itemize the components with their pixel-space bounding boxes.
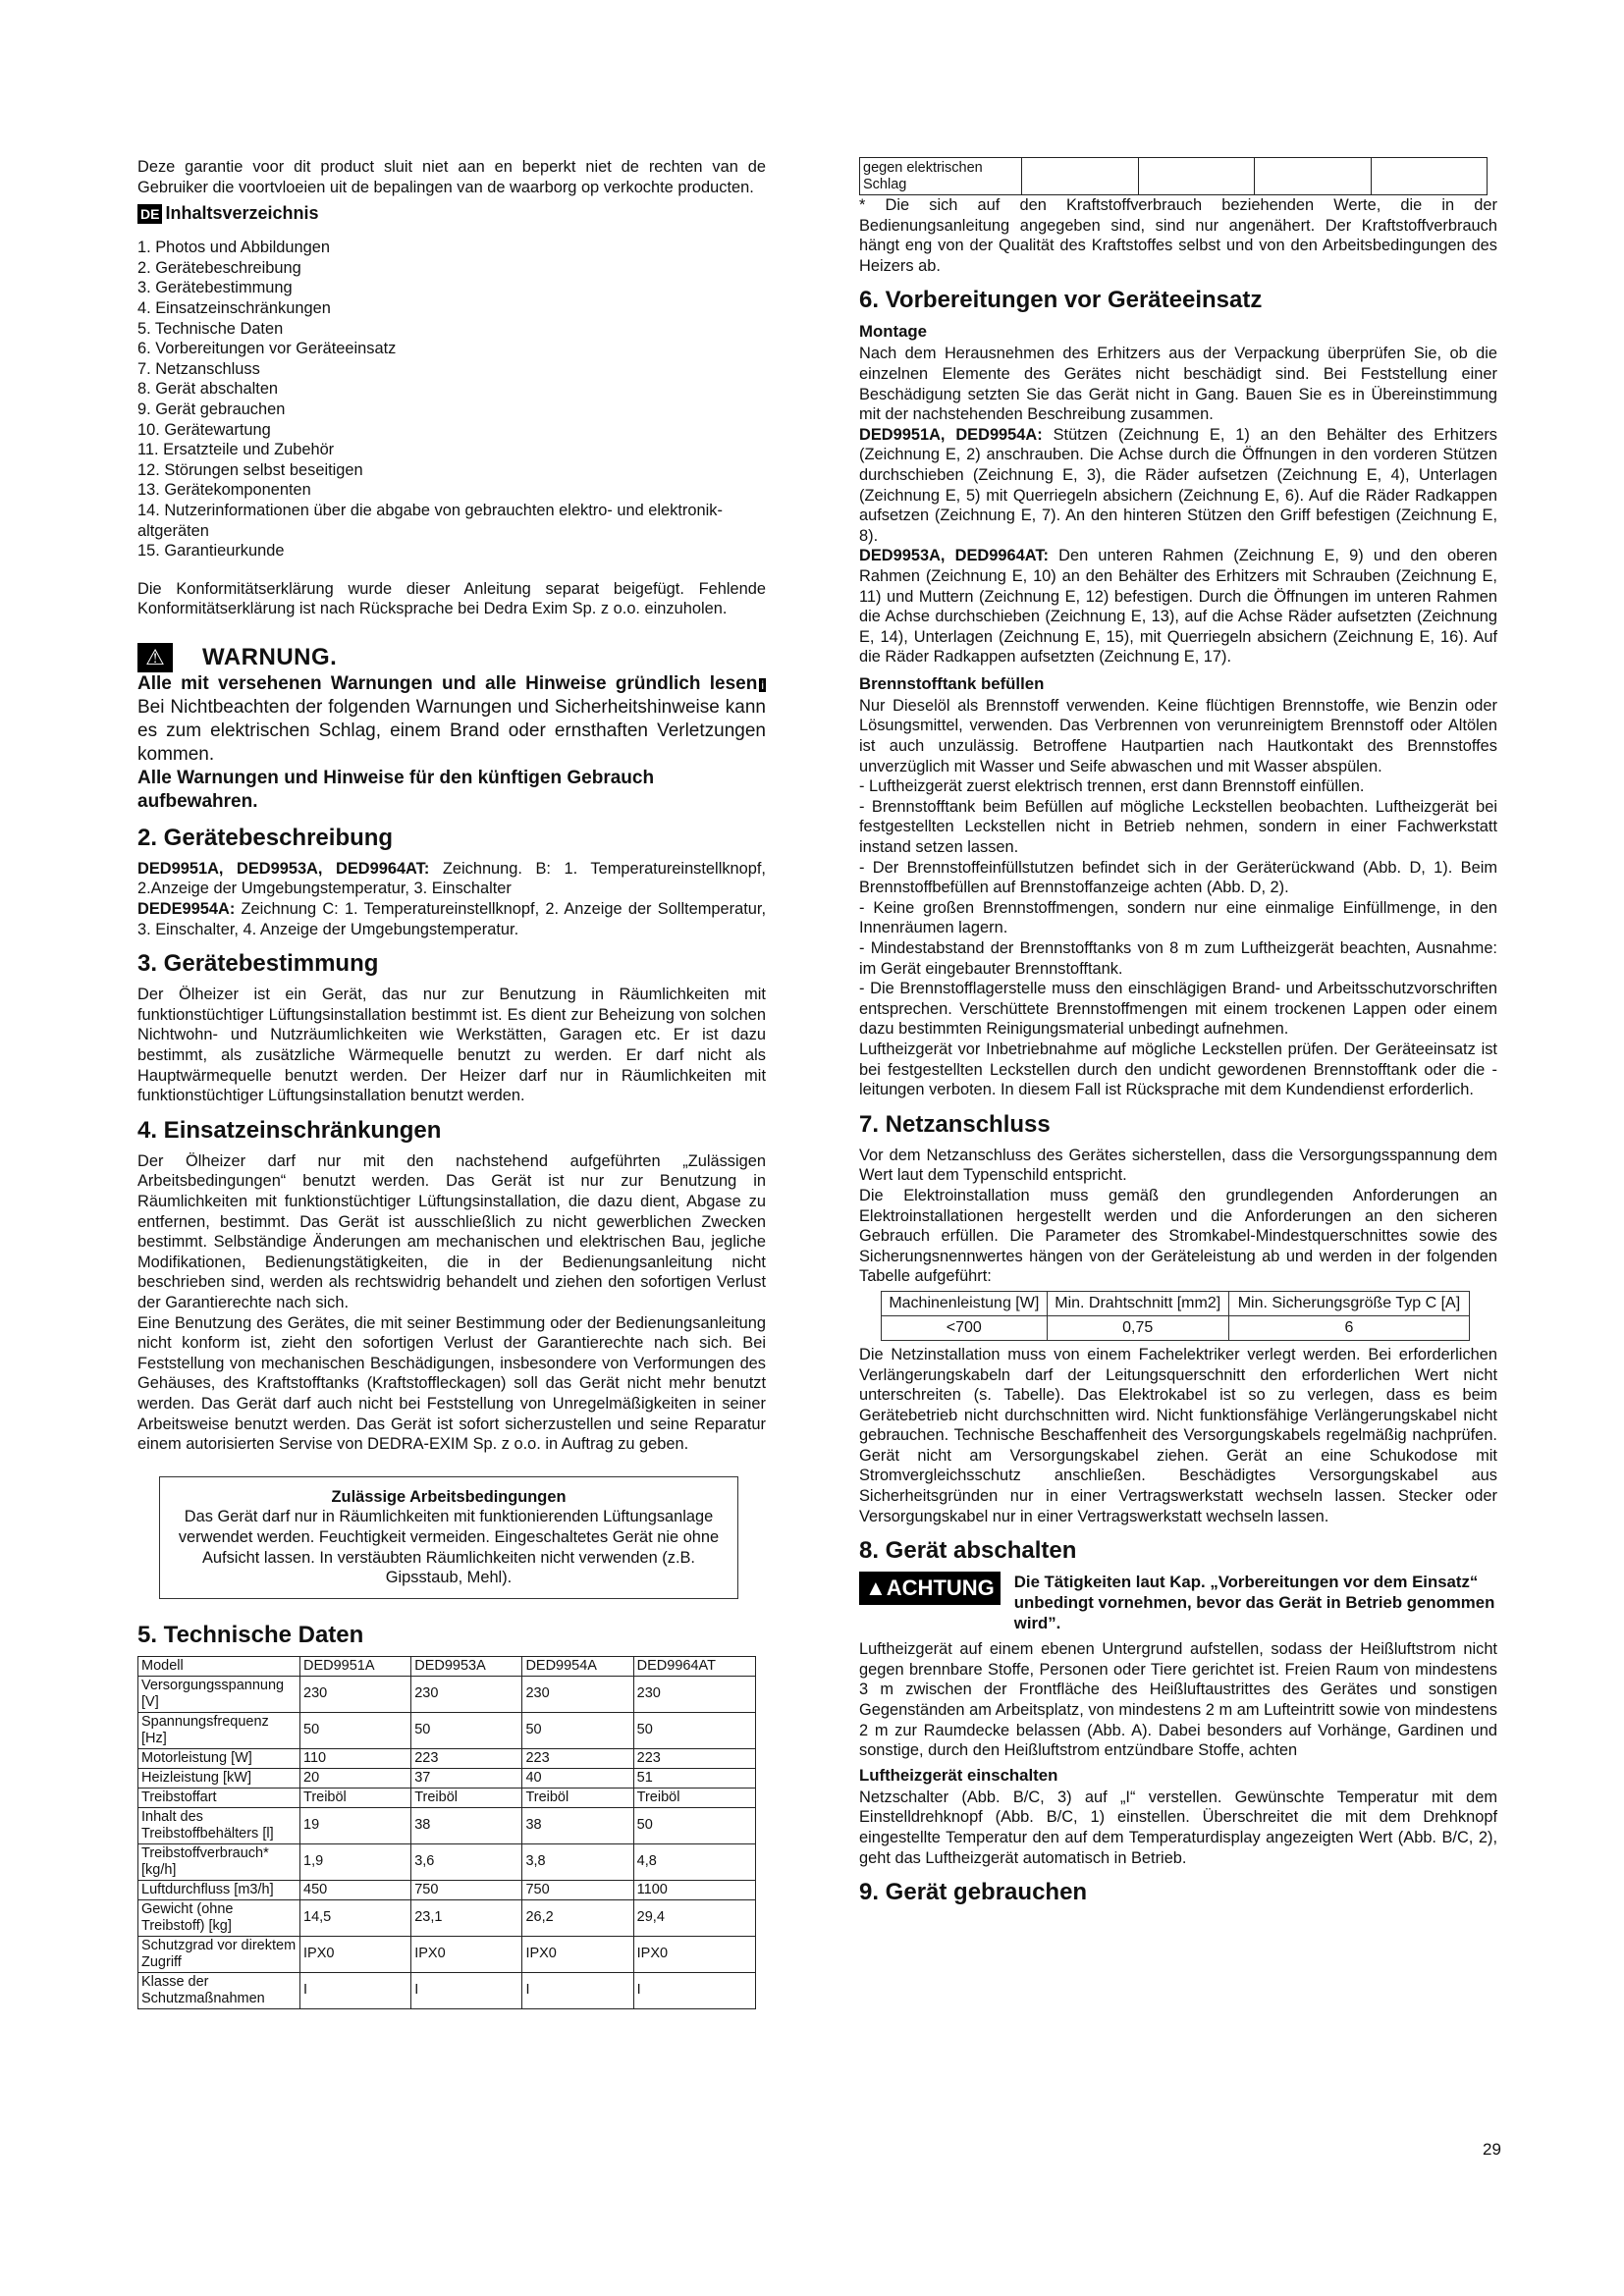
section-2-para-2 [137, 899, 766, 939]
tech-cell: 50 [522, 1712, 633, 1748]
s2-text-2: Zeichnung C: 1. Temperatureinstellknopf, 2. Anzeige der Solltemperatur, 3. Einschalter, 4. Anzeige der Umgebungstemperatur. [137, 900, 766, 938]
net-cell: Machinenleistung [W] [882, 1291, 1048, 1315]
toc-item: 9. Gerät gebrauchen [137, 400, 286, 418]
tech-cell: 230 [633, 1676, 755, 1712]
tank-paragraphs [859, 696, 1497, 1100]
switch-on-subtitle: Luftheizgerät einschalten [859, 1765, 1058, 1785]
tech-cell: 450 [300, 1880, 411, 1899]
table-row [138, 1972, 756, 2008]
tech-cell: 19 [300, 1807, 411, 1843]
warning-bold: Alle mit versehenen Warnungen und alle Hinweise gründlich lesen [137, 672, 758, 694]
tech-cell: DED9954A [522, 1656, 633, 1676]
tech-cell: Treibstoffverbrauch* [kg/h] [138, 1843, 300, 1880]
tech-cell: 51 [633, 1768, 755, 1788]
montage-subtitle: Montage [859, 322, 927, 342]
tech-cell [1022, 158, 1139, 195]
achtung-text: Die Tätigkeiten laut Kap. „Vorbereitungen vor dem Einsatz“ unbedingt vornehmen, bevor das Gerät in Betrieb genommen wird”. [1013, 1573, 1495, 1633]
tech-cell: 4,8 [633, 1843, 755, 1880]
s2-models-1: DED9951A, DED9953A, DED9964AT: [137, 859, 430, 878]
tank-paragraph: - Der Brennstoffeinfüllstutzen befindet sich in der Geräterückwand (Abb. D, 1). Beim Brennstoffbefüllen auf Brennstoffanzeige achten (Abb. D, 2). [859, 858, 1497, 897]
net-cell: 0,75 [1047, 1315, 1228, 1340]
achtung-block [859, 1572, 1497, 1633]
tech-cell: Spannungsfrequenz [Hz] [138, 1712, 300, 1748]
tech-cell: 223 [633, 1748, 755, 1768]
warning-keep: Alle Warnungen und Hinweise für den künftigen Gebrauch aufbewahren. [137, 767, 655, 812]
section-4-text-1: Der Ölheizer darf nur mit den nachstehend aufgeführten „Zulässigen Arbeitsbedingungen“ benutzt werden. Das Gerät ist nur zur Benutzung in Räumlichkeiten mit funktionstüchtiger Lüftungsinstallation, die dazu dient, Abgase zu entfernen, bestimmt. Das Gerät ist ausschließlich zu nicht gewerblichen Zwecken bestimmt. Selbständige Änderungen am mechanischen und elektrischen Bau, jegliche Modifikationen, Bedienungstätigkeiten, die in der Bedienungsanleitung nicht beschrieben sind, werden als rechtswidrig behandelt und ziehen den sofortigen Verlust der Garantierechte nach sich. [137, 1151, 766, 1311]
section-2-title: 2. Gerätebeschreibung [137, 824, 394, 851]
fuel-footnote: * Die sich auf den Kraftstoffverbrauch beziehenden Werte, die in der Bedienungsanleitung angegeben sind, sind nur angenähert. Der Kraftstoffverbrauch hängt eng von der Qualität des Kraftstoffes selbst und von den Arbeitsbedingungen des Heizers ab. [859, 196, 1497, 275]
tech-cell: 223 [411, 1748, 522, 1768]
tech-cell: IPX0 [411, 1936, 522, 1972]
conformity-note: Die Konformitätserklärung wurde dieser Anleitung separat beigefügt. Fehlende Konformitätserklärung ist nach Rücksprache bei Dedra Exim Sp. z o.o. einzuholen. [137, 579, 766, 618]
tank-paragraph: - Luftheizgerät zuerst elektrisch trennen, erst dann Brennstoff einfüllen. [859, 777, 1365, 796]
tech-cell: 50 [633, 1712, 755, 1748]
warning-text [137, 672, 766, 767]
tank-paragraph: Nur Dieselöl als Brennstoff verwenden. Keine flüchtigen Brennstoffe, wie Benzin oder Lösungsmittel, verwenden. Das Verbrennen von verunreinigtem Brennstoff oder Altölen ist auch unzulässig. Betroffene Hautpartien nach Hautkontakt des Brennstoffes unverzüglich mit Wasser und Seife abwaschen und mit Wasser abspülen. [859, 696, 1497, 775]
tank-paragraph: - Die Brennstofflagerstelle muss den einschlägigen Brand- und Arbeitsschutzvorschriften entsprechen. Verschüttete Brennstoffmengen mit einem trockenen Lappen oder einem dazu bestimmten Reinigungsmaterial unbedingt aufnehmen. [859, 980, 1497, 1039]
tech-cell: 230 [522, 1676, 633, 1712]
tech-cell: 38 [411, 1807, 522, 1843]
achtung-triangle-icon: ▲ [865, 1575, 887, 1601]
section-6-para-2 [859, 425, 1497, 547]
tech-table-continuation [859, 157, 1488, 195]
allowed-conditions-box [159, 1476, 738, 1599]
tech-cell: I [411, 1972, 522, 2008]
toc-item: 6. Vorbereitungen vor Geräteeinsatz [137, 340, 397, 358]
section-8-title: 8. Gerät abschalten [859, 1537, 1077, 1565]
tank-subtitle: Brennstofftank befüllen [859, 673, 1045, 693]
tech-cell [1138, 158, 1255, 195]
s6-text-3: Den unteren Rahmen (Zeichnung E, 9) und den oberen Rahmen (Zeichnung E, 10) an den Behälter des Erhitzers mit Schrauben (Zeichnung E, 11) und Muttern (Zeichnung E, 12) befestigen. Durch die Öffnungen im unteren Rahmen die Achse durchschieben (Zeichnung E, 13), auf die Achse Räder aufsetzten (Zeichnung E, 14), Unterlagen (Zeichnung E, 15), mit Querriegeln absichern (Zeichnung E, 16). Auf die Räder Radkappen aufsetzten (Zeichnung E, 17). [859, 547, 1497, 667]
table-row [882, 1315, 1470, 1340]
tech-cell: Treiböl [300, 1788, 411, 1807]
tech-data-table [137, 1656, 756, 2009]
tech-cell: 38 [522, 1807, 633, 1843]
tech-cell: DED9953A [411, 1656, 522, 1676]
tech-cell: IPX0 [300, 1936, 411, 1972]
warranty-intro: Deze garantie voor dit product sluit niet aan en beperkt niet de rechten van de Gebruiker die voortvloeien uit de bepalingen van de waarborg op verkochte producten. [137, 158, 766, 196]
section-8-text-2: Netzschalter (Abb. B/C, 3) auf „I“ verstellen. Gewünschte Temperatur mit dem Einstelldrehknopf (Abb. B/C, 1) einstellen. Überschreitet die mit dem Drehknopf eingestellte Temperatur den auf dem Temperaturdisplay angezeigten Wert (Abb. B/C, 2), geht das Luftheizgerät automatisch in Betrieb. [859, 1788, 1497, 1867]
section-8-text-1: Luftheizgerät auf einem ebenen Untergrund aufstellen, sodass der Heißluftstrom nicht gegen brennbare Stoffe, Personen oder Tiere gerichtet ist. Freien Raum von mindestens 3 m zwischen der Frontfläche des Heißluftaustrittes des Gerätes und sonstigen Gegenständen am Arbeitsplatz, von mindestens 2 m am Lufteintritt sowie von mindestens 2 m zur Raumdecke belassen (Abb. A). Dabei besonders auf Vorhänge, Gardinen und sonstige, durch den Heißluftstrom entzündbare Stoffe, achten [859, 1640, 1497, 1760]
toc-item: 14. Nutzerinformationen über die abgabe von gebrauchten elektro- und elektronik-altgeräten [137, 501, 723, 540]
toc-item: 3. Gerätebestimmung [137, 279, 293, 297]
tech-cell: IPX0 [633, 1936, 755, 1972]
warning-line [137, 643, 766, 672]
table-row [138, 1899, 756, 1936]
tech-cell: Schutzgrad vor direktem Zugriff [138, 1936, 300, 1972]
tech-cell: Treibstoffart [138, 1788, 300, 1807]
tech-cell: gegen elektrischen Schlag [860, 158, 1022, 195]
tech-cell: 230 [300, 1676, 411, 1712]
tech-cell: 750 [411, 1880, 522, 1899]
section-3-title: 3. Gerätebestimmung [137, 950, 379, 978]
tech-cell: Gewicht (ohne Treibstoff) [kg] [138, 1899, 300, 1936]
table-row [882, 1291, 1470, 1315]
tech-cell: DED9964AT [633, 1656, 755, 1676]
s6-models-2: DED9953A, DED9964AT: [859, 547, 1049, 565]
table-row [138, 1880, 756, 1899]
table-row [860, 158, 1488, 195]
tech-cell: 29,4 [633, 1899, 755, 1936]
tech-cell: 50 [411, 1712, 522, 1748]
toc-item: 1. Photos und Abbildungen [137, 239, 330, 257]
net-cell: <700 [882, 1315, 1048, 1340]
table-row [138, 1936, 756, 1972]
tech-cell: Treiböl [633, 1788, 755, 1807]
tech-cell: I [633, 1972, 755, 2008]
table-row [138, 1768, 756, 1788]
tank-paragraph: Luftheizgerät vor Inbetriebnahme auf mögliche Leckstellen prüfen. Der Geräteeinsatz ist bei festgestellten Leckstellen durch den undicht gewordenen Brennstofftank oder die -leitungen verboten. In diesem Fall ist Rücksprache mit dem Kundendienst erforderlich. [859, 1040, 1497, 1099]
s2-text-1: Zeichnung. B: 1. Temperatureinstellknopf, 2.Anzeige der Umgebungstemperatur, 3. Einschalter [137, 859, 766, 898]
section-5-title: 5. Technische Daten [137, 1621, 364, 1648]
tech-cell: 50 [633, 1807, 755, 1843]
tank-paragraph: - Brennstofftank beim Befüllen auf mögliche Leckstellen beobachten. Luftheizgerät bei festgestellten Leckstellen nicht in Betrieb nehmen, sondern in einer Fachwerkstatt instand setzen lassen. [859, 797, 1497, 857]
net-cell: Min. Sicherungsgröße Typ C [A] [1228, 1291, 1469, 1315]
tech-cell: Luftdurchfluss [m3/h] [138, 1880, 300, 1899]
toc-item: 15. Garantieurkunde [137, 542, 285, 561]
net-cell: Min. Drahtschnitt [mm2] [1047, 1291, 1228, 1315]
section-6-para-3 [859, 546, 1497, 667]
tech-cell: 230 [411, 1676, 522, 1712]
network-table [881, 1291, 1470, 1341]
tech-cell: IPX0 [522, 1936, 633, 1972]
tech-cell: 1100 [633, 1880, 755, 1899]
section-4-text-2: Eine Benutzung des Gerätes, die mit seiner Bestimmung oder der Bedienungsanleitung nicht konform ist, zieht den sofortigen Verlust der Garantierechte nach sich. Bei Feststellung von mechanischen Beschädigungen, insbesondere von Verformungen des Gehäuses, des Kraftstofftanks (Kraftstoffleckagen) soll das Gerät nicht mehr benutzt werden. Das Gerät darf auch nicht bei Feststellung von Unregelmäßigkeiten in seiner Arbeitsweise benutzt werden. Das Gerät ist sofort sicherzustellen und seine Reparatur einem autorisierten Servise von DEDRA-EXIM Sp. z o.o. in Auftrag zu geben. [137, 1313, 766, 1454]
tech-cell: 37 [411, 1768, 522, 1788]
table-row [138, 1656, 756, 1676]
tech-cell: Inhalt des Treibstoffbehälters [l] [138, 1807, 300, 1843]
left-column [137, 157, 766, 2009]
tech-cell: 750 [522, 1880, 633, 1899]
section-7-text-3: Die Netzinstallation muss von einem Fachelektriker verlegt werden. Bei erforderlichen Verlängerungskabeln darf der Leitungsquerschnitt den erforderlichen Wert nicht unterschreiten (s. Tabelle). Das Elektrokabel ist so zu verlegen, dass es beim Gerätebetrieb nicht durchschnitten wird. Nicht funktionsfähige Verlängerungskabel nicht gebrauchen. Technische Beschaffenheit des Versorgungskabels regelmäßig nachprüfen. Gerät nicht am Versorgungskabel ziehen. Gerät an eine Schukodose mit Stromvergleichsschutz anschließen. Beschädigtes Versorgungskabel aus Sicherheitsgründen nur in einer Vertragswerkstatt wechseln lassen. Stecker oder Versorgungskabel nur in einer Vertragswerkstatt wechseln lassen. [859, 1345, 1497, 1525]
toc-heading [137, 203, 766, 224]
section-7-title: 7. Netzanschluss [859, 1110, 1051, 1138]
info-icon: i [761, 677, 764, 692]
tech-cell [1255, 158, 1372, 195]
toc-item: 12. Störungen selbst beseitigen [137, 460, 363, 479]
section-2-para-1 [137, 859, 766, 899]
right-column [859, 157, 1497, 1913]
section-9-title: 9. Gerät gebrauchen [859, 1879, 1088, 1906]
toc-item: 5. Technische Daten [137, 319, 284, 338]
table-row [138, 1748, 756, 1768]
toc-item: 7. Netzanschluss [137, 359, 260, 378]
section-6-title: 6. Vorbereitungen vor Geräteeinsatz [859, 287, 1263, 314]
tech-cell: Treiböl [411, 1788, 522, 1807]
tech-cell: 40 [522, 1768, 633, 1788]
section-7-text-1: Vor dem Netzanschluss des Gerätes sicherstellen, dass die Versorgungsspannung dem Wert laut dem Typenschild entspricht. [859, 1146, 1497, 1185]
tech-cell: Modell [138, 1656, 300, 1676]
box-text: Das Gerät darf nur in Räumlichkeiten mit funktionierenden Lüftungsanlage verwendet werden. Feuchtigkeit vermeiden. Eingeschaltetes Gerät nie ohne Aufsicht lassen. In verstäubten Räumlichkeiten nicht verwenden (z.B. Gipsstaub, Mehl). [178, 1508, 720, 1587]
section-7-text-2: Die Elektroinstallation muss gemäß den grundlegenden Anforderungen an Elektroinstallationen hergestellt werden und die Anforderungen an den sicheren Gebrauch erfüllen. Die Parameter des Stromkabel-Mindestquerschnittes sowie des Sicherungsnennwertes hängen von der Geräteleistung ab und werden in der folgenden Tabelle aufgeführt: [859, 1186, 1497, 1286]
tech-cell: Treiböl [522, 1788, 633, 1807]
achtung-label: ACHTUNG [886, 1575, 995, 1601]
tech-cell: 3,6 [411, 1843, 522, 1880]
tank-paragraph: - Mindestabstand der Brennstofftanks von 8 m zum Luftheizgerät beachten, Ausnahme: im Gerät eingebauter Brennstofftank. [859, 939, 1497, 978]
warning-triangle-icon: ⚠ [137, 643, 173, 672]
toc-item: 4. Einsatzeinschränkungen [137, 298, 331, 317]
warning-word: WARNUNG. [202, 643, 338, 670]
tech-cell: Heizleistung [kW] [138, 1768, 300, 1788]
toc-title: Inhaltsverzeichnis [165, 203, 319, 224]
table-row [138, 1712, 756, 1748]
tech-cell: 223 [522, 1748, 633, 1768]
warning-block [137, 643, 766, 814]
net-cell: 6 [1228, 1315, 1469, 1340]
tech-cell: Motorleistung [W] [138, 1748, 300, 1768]
tech-cell: 20 [300, 1768, 411, 1788]
achtung-badge [859, 1572, 1001, 1605]
tech-cell: 110 [300, 1748, 411, 1768]
section-4-title: 4. Einsatzeinschränkungen [137, 1116, 442, 1144]
tech-cell: 23,1 [411, 1899, 522, 1936]
toc-item: 2. Gerätebeschreibung [137, 258, 301, 277]
table-row [138, 1788, 756, 1807]
tech-cell: 50 [300, 1712, 411, 1748]
tech-cell: Klasse der Schutzmaßnahmen [138, 1972, 300, 2008]
toc-item: 13. Gerätekomponenten [137, 481, 311, 500]
tech-cell: I [300, 1972, 411, 2008]
section-6-text-1: Nach dem Herausnehmen des Erhitzers aus der Verpackung überprüfen Sie, ob die einzelnen Elemente des Gerätes nicht beschädigt sind. Bei Feststellung einer Beschädigung setzten Sie das Gerät nicht in Gang. Bauen Sie es in Übereinstimmung mit der nachstehenden Beschreibung zusammen. [859, 345, 1497, 424]
toc-item: 8. Gerät abschalten [137, 380, 279, 399]
box-title: Zulässige Arbeitsbedingungen [331, 1487, 567, 1506]
s2-models-2: DEDE9954A: [137, 900, 236, 919]
toc-item: 11. Ersatzteile und Zubehör [137, 441, 335, 459]
tech-cell: DED9951A [300, 1656, 411, 1676]
tech-cell: 26,2 [522, 1899, 633, 1936]
tech-cell: I [522, 1972, 633, 2008]
tank-paragraph: - Keine großen Brennstoffmengen, sondern nur eine einmalige Einfüllmenge, in den Innenräumen lagern. [859, 898, 1497, 937]
tech-cell: 1,9 [300, 1843, 411, 1880]
s6-models-1: DED9951A, DED9954A: [859, 425, 1043, 444]
tech-cell [1371, 158, 1488, 195]
de-flag-icon: DE [137, 204, 162, 224]
toc-list [137, 238, 766, 561]
table-row [138, 1843, 756, 1880]
toc-item: 10. Gerätewartung [137, 420, 271, 439]
page-number: 29 [1483, 2140, 1501, 2159]
s6-text-2: Stützen (Zeichnung E, 1) an den Behälter des Erhitzers (Zeichnung E, 2) anschrauben. Die Achse durch die Öffnungen in den vorderen Stützen durchschieben (Zeichnung E, 3), die Räder aufsetzen (Zeichnung E, 4), Unterlagen (Zeichnung E, 5) mit Querriegeln absichern (Zeichnung E, 6). Auf die Räder Radkappen aufsetzen (Zeichnung E, 7). An den hinteren Stützen den Griff befestigen (Zeichnung E, 8). [859, 425, 1497, 545]
tech-cell: 3,8 [522, 1843, 633, 1880]
warning-rest: Bei Nichtbeachten der folgenden Warnungen und Sicherheitshinweise kann es zum elektrischen Schlag, einem Brand oder ernsthaften Verletzungen kommen. [137, 696, 766, 765]
tech-cell: 14,5 [300, 1899, 411, 1936]
table-row [138, 1807, 756, 1843]
tech-cell: Versorgungsspannung [V] [138, 1676, 300, 1712]
table-row [138, 1676, 756, 1712]
section-3-text: Der Ölheizer ist ein Gerät, das nur zur Benutzung in Räumlichkeiten mit funktionstüchtiger Lüftungsinstallation bestimmt ist. Es dient zur Beheizung von solchen Nichtwohn- und Nutzräumlichkeiten wie Werkstätten, Garagen etc. Er ist dazu bestimmt, als zusätzliche Wärmequelle benutzt zu werden. Er darf nicht als Hauptwärmequelle benutzt werden. Der Heizer darf nur in Räumlichkeiten mit funktionstüchtiger Lüftungsinstallation benutzt werden. [137, 986, 766, 1105]
